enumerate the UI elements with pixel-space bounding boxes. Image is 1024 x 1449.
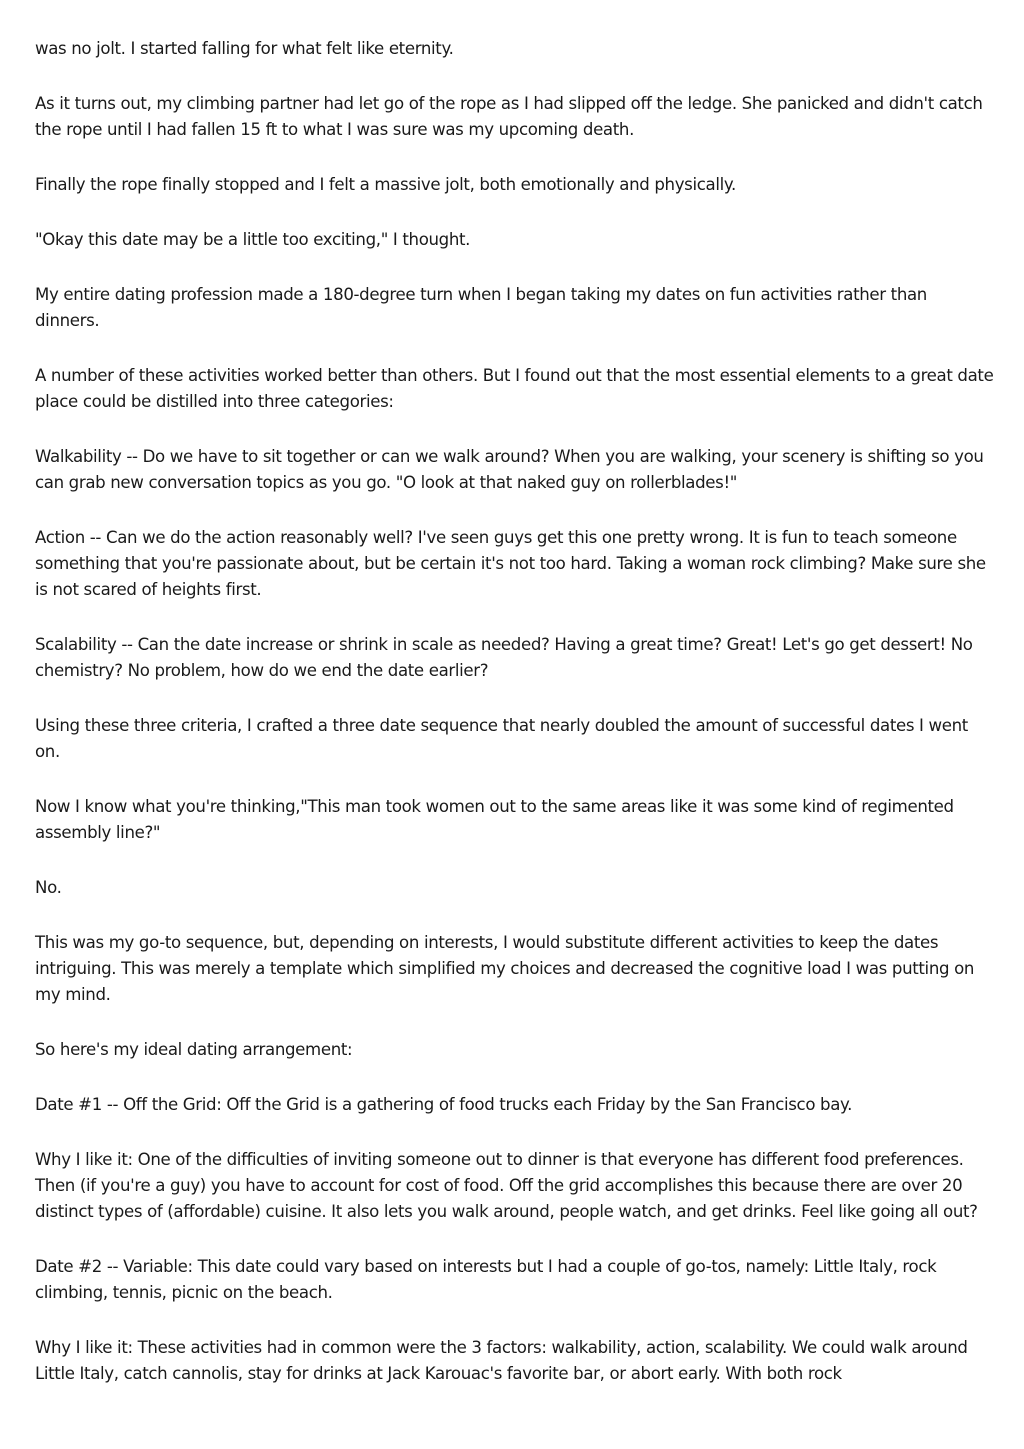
article-body — [35, 36, 995, 1416]
paragraph-6: A number of these activities worked better than others. But I found out that the most essential elements to a great date place could be distilled into three categories: — [35, 366, 994, 411]
paragraph-11: Now I know what you're thinking,"This man took women out to the same areas like it was some kind of regimented assembly line?" — [35, 797, 954, 842]
paragraph-4: "Okay this date may be a little too exciting," I thought. — [35, 230, 471, 249]
paragraph-16: Why I like it: One of the difficulties of inviting someone out to dinner is that everyone has different food preferences. Then (if you're a guy) you have to account for cost of food. Off the grid accomplishes this because there are over 20 distinct types of (affordable) cuisine. It also lets you walk around, people watch, and get drinks. Feel like going all out? — [35, 1150, 978, 1221]
paragraph-5: My entire dating profession made a 180-degree turn when I began taking my dates on fun activities rather than dinners. — [35, 285, 927, 330]
paragraph-17: Date #2 -- Variable: This date could vary based on interests but I had a couple of go-tos, namely: Little Italy, rock climbing, tennis, picnic on the beach. — [35, 1257, 937, 1302]
paragraph-14: So here's my ideal dating arrangement: — [35, 1040, 353, 1059]
paragraph-2: As it turns out, my climbing partner had let go of the rope as I had slipped off the ledge. She panicked and didn't catch the rope until I had fallen 15 ft to what I was sure was my upcoming death. — [35, 94, 983, 139]
paragraph-8: Action -- Can we do the action reasonably well? I've seen guys get this one pretty wrong. It is fun to teach someone something that you're passionate about, but be certain it's not too hard. Taking a woman rock climbing? Make sure she is not scared of heights first. — [35, 528, 986, 599]
paragraph-9: Scalability -- Can the date increase or shrink in scale as needed? Having a great time? Great! Let's go get dessert! No chemistry? No problem, how do we end the date earlier? — [35, 635, 973, 680]
paragraph-3: Finally the rope finally stopped and I felt a massive jolt, both emotionally and physically. — [35, 175, 736, 194]
paragraph-7: Walkability -- Do we have to sit together or can we walk around? When you are walking, your scenery is shifting so you can grab new conversation topics as you go. "O look at that naked guy on rollerblades!" — [35, 447, 984, 492]
paragraph-13: This was my go-to sequence, but, depending on interests, I would substitute different activities to keep the dates intriguing. This was merely a template which simplified my choices and decreased the cognitive load I was putting on my mind. — [35, 933, 975, 1004]
paragraph-10: Using these three criteria, I crafted a three date sequence that nearly doubled the amount of successful dates I went on. — [35, 716, 968, 761]
paragraph-18: Why I like it: These activities had in common were the 3 factors: walkability, action, scalability. We could walk around Little Italy, catch cannolis, stay for drinks at Jack Karouac's favorite bar, or abort early. With both rock — [35, 1338, 968, 1383]
paragraph-1: was no jolt. I started falling for what felt like eternity. — [35, 39, 454, 58]
paragraph-12: No. — [35, 878, 62, 897]
paragraph-15: Date #1 -- Off the Grid: Off the Grid is a gathering of food trucks each Friday by the San Francisco bay. — [35, 1095, 853, 1114]
